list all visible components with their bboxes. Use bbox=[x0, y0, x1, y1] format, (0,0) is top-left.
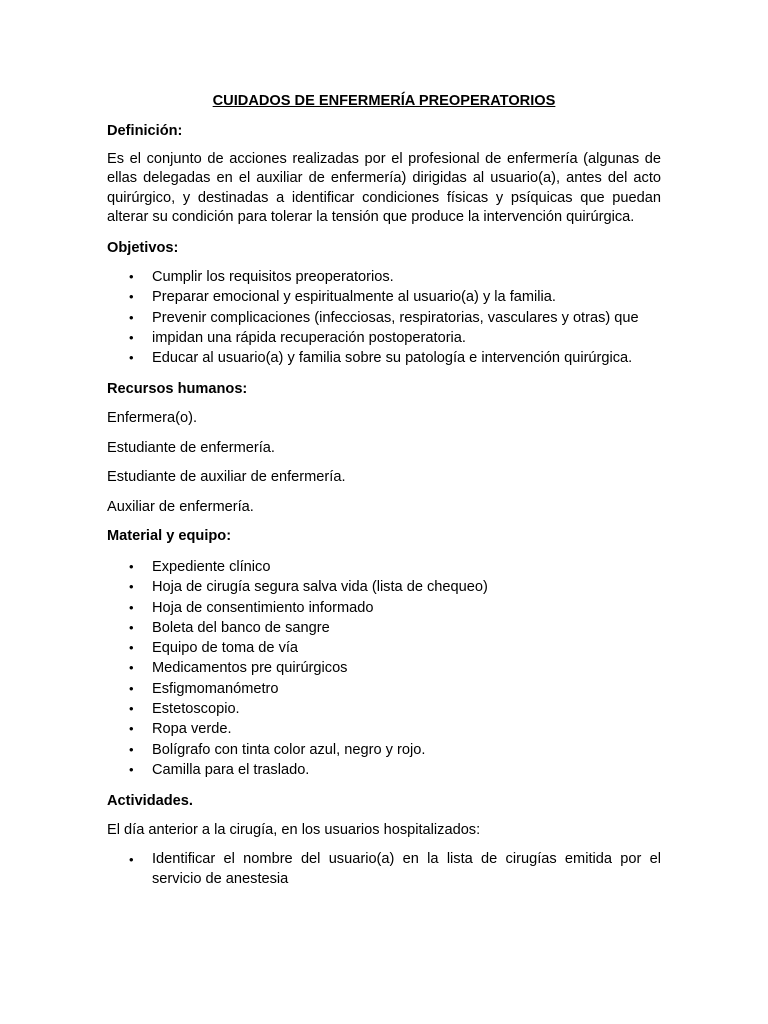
list-item: • Bolígrafo con tinta color azul, negro y rojo. bbox=[0, 740, 768, 760]
bullet-icon: • bbox=[129, 309, 134, 325]
list-item: • Hoja de consentimiento informado bbox=[0, 598, 768, 618]
bullet-icon: • bbox=[129, 350, 134, 366]
bullet-icon: • bbox=[129, 701, 134, 717]
definition-heading: Definición: bbox=[107, 123, 183, 139]
definition-paragraph: Es el conjunto de acciones realizadas por el profesional de enfermería (algunas de ellas delegadas en el auxiliar de enfermería) dirigidas al usuario(a), antes del acto quirúrgico, y destinadas a identificar condiciones físicas y psíquicas que puedan alterar su condición para tolerar la tensión que produce la intervención quirúrgica. bbox=[107, 151, 661, 225]
bullet-icon: • bbox=[129, 640, 134, 656]
list-item: • Preparar emocional y espiritualmente al usuario(a) y la familia. bbox=[0, 287, 768, 307]
bullet-icon: • bbox=[129, 741, 134, 757]
bullet-icon: • bbox=[129, 289, 134, 305]
bullet-icon: • bbox=[129, 269, 134, 284]
human-resource-item: Estudiante de auxiliar de enfermería. bbox=[107, 469, 346, 485]
bullet-icon: • bbox=[129, 599, 134, 615]
human-resource-item: Estudiante de enfermería. bbox=[107, 440, 275, 456]
list-item: • Hoja de cirugía segura salva vida (lista de chequeo) bbox=[0, 577, 768, 597]
document-title: CUIDADOS DE ENFERMERÍA PREOPERATORIOS bbox=[212, 93, 556, 109]
bullet-icon: • bbox=[129, 680, 134, 696]
activities-intro: El día anterior a la cirugía, en los usuarios hospitalizados: bbox=[107, 822, 481, 838]
list-item: • Ropa verde. bbox=[0, 719, 768, 739]
bullet-icon: • bbox=[129, 852, 134, 867]
bullet-icon: • bbox=[129, 660, 134, 676]
equipment-list bbox=[0, 557, 768, 780]
list-item: • Expediente clínico bbox=[0, 557, 768, 577]
equipment-heading: Material y equipo: bbox=[107, 528, 232, 544]
document-page: CUIDADOS DE ENFERMERÍA PREOPERATORIOS Definición: Es el conjunto de acciones realizadas por el profesional de enfermería (algunas de ellas delegadas en el auxiliar de enfermería) dirigidas al usuario(a), antes del acto quirúrgico, y destinadas a identificar condiciones físicas y psíquicas que puedan alterar su condición para tolerar la tensión que produce la intervención quirúrgica. Objetivos: • Cumplir los requisitos preoperatorios. • Preparar emocional y espiritualmente al usuario(a) y la familia. • Prevenir complicaciones (infecciosas, respiratorias, vasculares y otras) que • impidan una rápida recuperación postoperatoria. • Educar al usuario(a) y familia sobre su patología e intervención quirúrgica. Recursos humanos: Enfermera(o). Estudiante de enfermería. Estudiante de auxiliar de enfermería. Auxiliar de enfermería. Material y equipo: • Expediente clínico • Hoja de cirugía segura salva vida (lista de chequeo) • Hoja de consentimiento informado • Boleta del banco de sangre • Equipo de toma de vía • Medicamentos pre quirúrgicos • Esfigmomanómetro • Estetoscopio. • Ropa verde. • Bolígrafo con tinta color azul, negro y rojo. • Camilla para el traslado. Actividades. El día anterior a la cirugía, en los usuarios hospitalizados: • Identificar el nombre del usuario(a) en la lista de cirugías emitida por el servicio de anestesia bbox=[0, 0, 768, 1024]
bullet-icon: • bbox=[129, 619, 134, 635]
list-item: • impidan una rápida recuperación postoperatoria. bbox=[0, 328, 768, 348]
human-resource-item: Auxiliar de enfermería. bbox=[107, 499, 254, 515]
human-resources-heading: Recursos humanos: bbox=[107, 381, 248, 397]
list-item: • Cumplir los requisitos preoperatorios. bbox=[0, 267, 768, 287]
objectives-heading: Objetivos: bbox=[107, 240, 179, 256]
bullet-icon: • bbox=[129, 761, 134, 777]
list-item: • Medicamentos pre quirúrgicos bbox=[0, 658, 768, 678]
bullet-icon: • bbox=[129, 559, 134, 574]
list-item: • Educar al usuario(a) y familia sobre su patología e intervención quirúrgica. bbox=[0, 348, 768, 368]
list-item: • Esfigmomanómetro bbox=[0, 679, 768, 699]
list-item: • Boleta del banco de sangre bbox=[0, 618, 768, 638]
bullet-icon: • bbox=[129, 579, 134, 595]
list-item: • Equipo de toma de vía bbox=[0, 638, 768, 658]
activities-heading: Actividades. bbox=[107, 793, 193, 809]
list-item: • Estetoscopio. bbox=[0, 699, 768, 719]
objectives-list bbox=[0, 267, 768, 368]
human-resource-item: Enfermera(o). bbox=[107, 410, 198, 426]
list-item: • Prevenir complicaciones (infecciosas, respiratorias, vasculares y otras) que bbox=[0, 308, 768, 328]
bullet-icon: • bbox=[129, 329, 134, 345]
list-item: • Camilla para el traslado. bbox=[0, 760, 768, 780]
bullet-icon: • bbox=[129, 721, 134, 737]
